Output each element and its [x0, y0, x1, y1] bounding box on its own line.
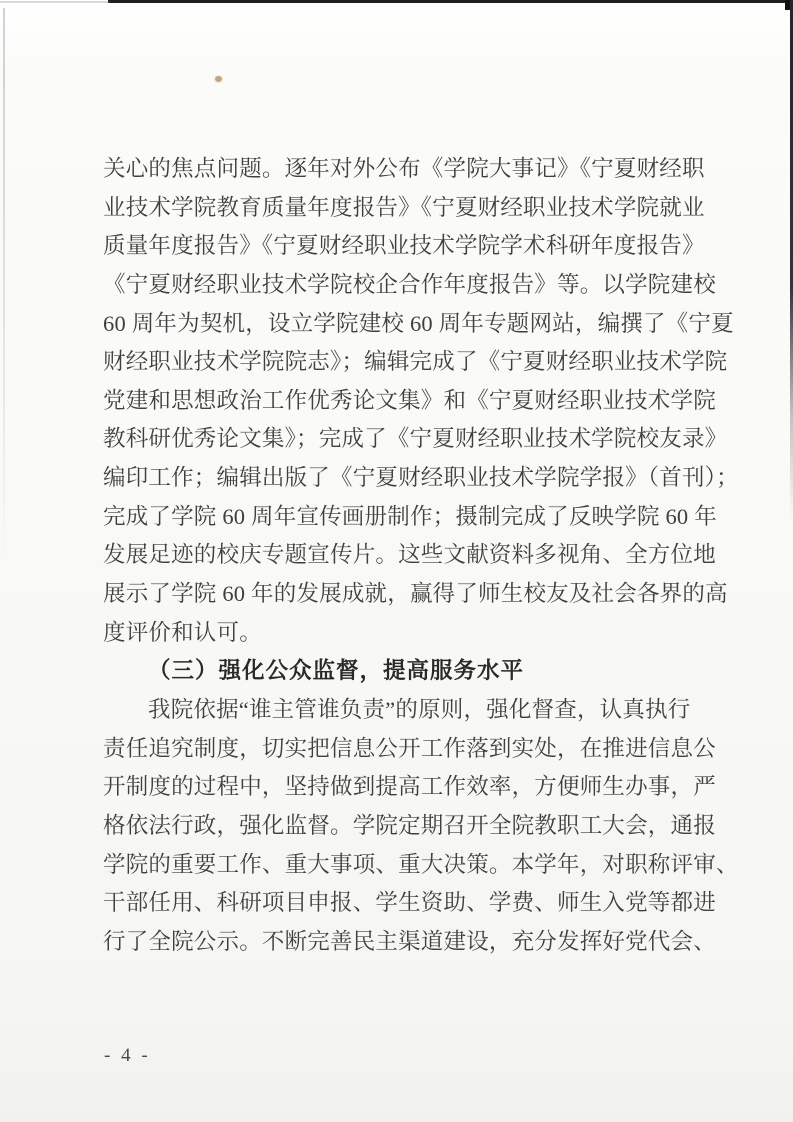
paper-stain	[215, 76, 222, 82]
text-line: 度评价和认可。	[103, 619, 262, 645]
text-line: 关心的焦点问题。逐年对外公布《学院大事记》《宁夏财经职	[103, 156, 705, 181]
section-heading: （三）强化公众监督，提高服务水平	[148, 658, 525, 684]
text-line: 编印工作；编辑出版了《宁夏财经职业技术学院学报》（首刊）；	[103, 465, 739, 491]
text-line: 完成了学院 60 周年宣传画册制作；摄制完成了反映学院 60 年	[103, 503, 717, 529]
text-line: 《宁夏财经职业技术学院校企合作年度报告》等。以学院建校	[103, 271, 716, 297]
text-line: 学院的重要工作、重大事项、重大决策。本学年，对职称评审、	[103, 851, 739, 877]
text-line: 质量年度报告》《宁夏财经职业技术学院学术科研年度报告》	[103, 233, 705, 259]
text-line: 责任追究制度，切实把信息公开工作落到实处，在推进信息公	[103, 735, 716, 761]
document-body	[103, 150, 739, 961]
text-line: 业技术学院教育质量年度报告》《宁夏财经职业技术学院就业	[103, 194, 705, 220]
text-line: 教科研优秀论文集》；完成了《宁夏财经职业技术学院校友录》	[103, 426, 728, 452]
text-line: 干部任用、科研项目申报、学生资助、学费、师生入党等都进	[103, 890, 716, 916]
scan-edge-top-faint	[0, 1, 110, 3]
text-line: 我院依据“谁主管谁负责”的原则，强化督查，认真执行	[148, 696, 691, 722]
page-number: - 4 -	[104, 1045, 151, 1066]
text-line: 行了全院公示。不断完善民主渠道建设，充分发挥好党代会、	[103, 928, 716, 954]
scan-edge-left	[3, 8, 5, 563]
text-line: 展示了学院 60 年的发展成就，赢得了师生校友及社会各界的高	[103, 581, 728, 607]
text-line: 党建和思想政治工作优秀论文集》和《宁夏财经职业技术学院	[103, 387, 716, 413]
text-line: 财经职业技术学院院志》；编辑完成了《宁夏财经职业技术学院	[103, 349, 728, 375]
scan-edge-top	[108, 0, 793, 3]
text-line: 发展足迹的校庆专题宣传片。这些文献资料多视角、全方位地	[103, 542, 716, 568]
text-line: 60 周年为契机，设立学院建校 60 周年专题网站，编撰了《宁夏	[103, 310, 734, 336]
text-line: 格依法行政，强化监督。学院定期召开全院教职工大会，通报	[103, 812, 716, 838]
text-line: 开制度的过程中，坚持做到提高工作效率，方便师生办事，严	[103, 774, 716, 800]
